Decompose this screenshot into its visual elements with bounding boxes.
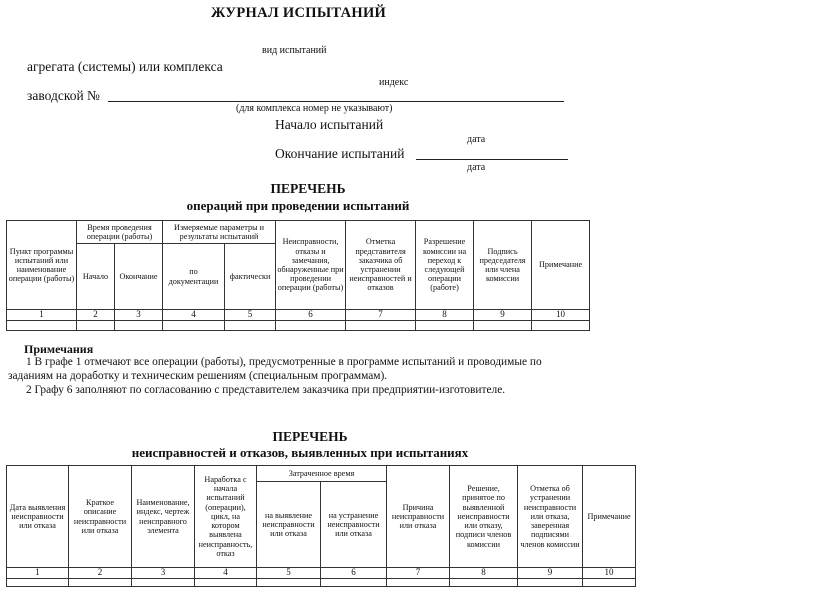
table-cell[interactable] — [7, 321, 77, 331]
table-cell[interactable] — [474, 321, 532, 331]
table-cell[interactable] — [346, 321, 416, 331]
column-number: 2 — [77, 310, 115, 321]
fail-col-date: Дата выявления неисправности или отказа — [7, 466, 69, 568]
column-number: 8 — [450, 568, 518, 579]
table-cell[interactable] — [321, 579, 387, 587]
table-cell[interactable] — [69, 579, 132, 587]
fail-col-runtime: Наработка с начала испытаний (операции), цикл, на котором выявлена неисправность, отказ — [195, 466, 257, 568]
notes-heading: Примечания — [24, 342, 94, 356]
column-number: 1 — [7, 310, 77, 321]
column-number: 5 — [257, 568, 321, 579]
ops-number-row — [7, 310, 590, 321]
fail-empty-row[interactable] — [7, 579, 636, 587]
column-number: 6 — [276, 310, 346, 321]
column-number: 4 — [163, 310, 225, 321]
note-1-line-1: 1 В графе 1 отмечают все операции (работы), предусмотренные в программе испытаний и проводимые по — [26, 356, 542, 368]
table-cell[interactable] — [77, 321, 115, 331]
table-cell[interactable] — [225, 321, 276, 331]
table-cell[interactable] — [132, 579, 195, 587]
column-number: 10 — [583, 568, 636, 579]
table-cell[interactable] — [115, 321, 163, 331]
table-cell[interactable] — [450, 579, 518, 587]
column-number: 9 — [518, 568, 583, 579]
ops-col-start: Начало — [77, 244, 115, 310]
ops-col-signature: Подпись председателя или члена комиссии — [474, 221, 532, 310]
fail-col-element: Наименование, индекс, чертеж неисправного элемента — [132, 466, 195, 568]
column-number: 7 — [346, 310, 416, 321]
column-number: 2 — [69, 568, 132, 579]
failures-title-1: ПЕРЕЧЕНЬ — [272, 429, 348, 444]
note-2: 2 Графу 6 заполняют по согласованию с представителем заказчика при предприятии-изготовителе. — [26, 384, 506, 396]
fail-col-detection-time: на выявление неисправности или отказа — [257, 482, 321, 568]
note-1-line-2: заданиям на доработку и техническим решениям (специальным программам). — [8, 370, 388, 382]
fail-col-repair-time: на устранение неисправности или отказа — [321, 482, 387, 568]
table-cell[interactable] — [195, 579, 257, 587]
column-number: 8 — [416, 310, 474, 321]
table-cell[interactable] — [583, 579, 636, 587]
fail-col-note: Примечание — [583, 466, 636, 568]
fail-col-description: Краткое описание неисправности или отказа — [69, 466, 132, 568]
column-number: 7 — [387, 568, 450, 579]
fail-col-decision: Решение, принятое по выявленной неисправности или отказу, подписи членов комиссии — [450, 466, 518, 568]
serial-label: заводской № — [27, 88, 100, 103]
ops-col-permission: Разрешение комиссии на переход к следующей операции (работе) — [416, 221, 474, 310]
end-date-line[interactable] — [416, 159, 568, 160]
column-number: 6 — [321, 568, 387, 579]
journal-title: ЖУРНАЛ ИСПЫТАНИЙ — [211, 5, 387, 21]
table-cell[interactable] — [7, 579, 69, 587]
table-cell[interactable] — [276, 321, 346, 331]
ops-col-end: Окончание — [115, 244, 163, 310]
unit-label: агрегата (системы) или комплекса — [27, 59, 223, 74]
table-cell[interactable] — [163, 321, 225, 331]
table-cell[interactable] — [532, 321, 590, 331]
date-caption-end: дата — [467, 162, 486, 173]
end-label: Окончание испытаний — [275, 146, 405, 161]
fail-col-cause: Причина неисправности или отказа — [387, 466, 450, 568]
test-type-caption: вид испытаний — [262, 45, 327, 56]
table-cell[interactable] — [416, 321, 474, 331]
column-number: 10 — [532, 310, 590, 321]
ops-col-time-group: Время проведения операции (работы) — [77, 221, 163, 244]
column-number: 1 — [7, 568, 69, 579]
column-number: 5 — [225, 310, 276, 321]
failures-title-2: неисправностей и отказов, выявленных при испытаниях — [131, 445, 469, 460]
column-number: 3 — [115, 310, 163, 321]
column-number: 3 — [132, 568, 195, 579]
operations-title-2: операций при проведении испытаний — [186, 198, 410, 213]
ops-empty-row[interactable] — [7, 321, 590, 331]
ops-col-faults: Неисправности, отказы и замечания, обнаруженные при проведении операции (работы) — [276, 221, 346, 310]
serial-caption: (для комплекса номер не указывают) — [236, 103, 393, 114]
operations-title-1: ПЕРЕЧЕНЬ — [270, 181, 346, 196]
table-cell[interactable] — [518, 579, 583, 587]
ops-col-customer-mark: Отметка представителя заказчика об устранении неисправностей и отказов — [346, 221, 416, 310]
ops-col-by-doc: по документации — [163, 244, 225, 310]
fail-col-fix-mark: Отметка об устранении неисправности или отказа, заверенная подписями членов комиссии — [518, 466, 583, 568]
start-label: Начало испытаний — [275, 117, 384, 132]
ops-col-actual: фактически — [225, 244, 276, 310]
column-number: 9 — [474, 310, 532, 321]
operations-table — [6, 220, 590, 331]
fail-col-time-group: Затраченное время — [257, 466, 387, 482]
ops-col-point: Пункт программы испытаний или наименование операции (работы) — [7, 221, 77, 310]
fail-number-row — [7, 568, 636, 579]
ops-col-note: Примечание — [532, 221, 590, 310]
table-cell[interactable] — [257, 579, 321, 587]
failures-table — [6, 465, 636, 587]
serial-number-line[interactable] — [108, 101, 564, 102]
column-number: 4 — [195, 568, 257, 579]
index-caption: индекс — [379, 77, 409, 88]
date-caption-start: дата — [467, 134, 486, 145]
ops-col-params-group: Измеряемые параметры и результаты испытаний — [163, 221, 276, 244]
table-cell[interactable] — [387, 579, 450, 587]
